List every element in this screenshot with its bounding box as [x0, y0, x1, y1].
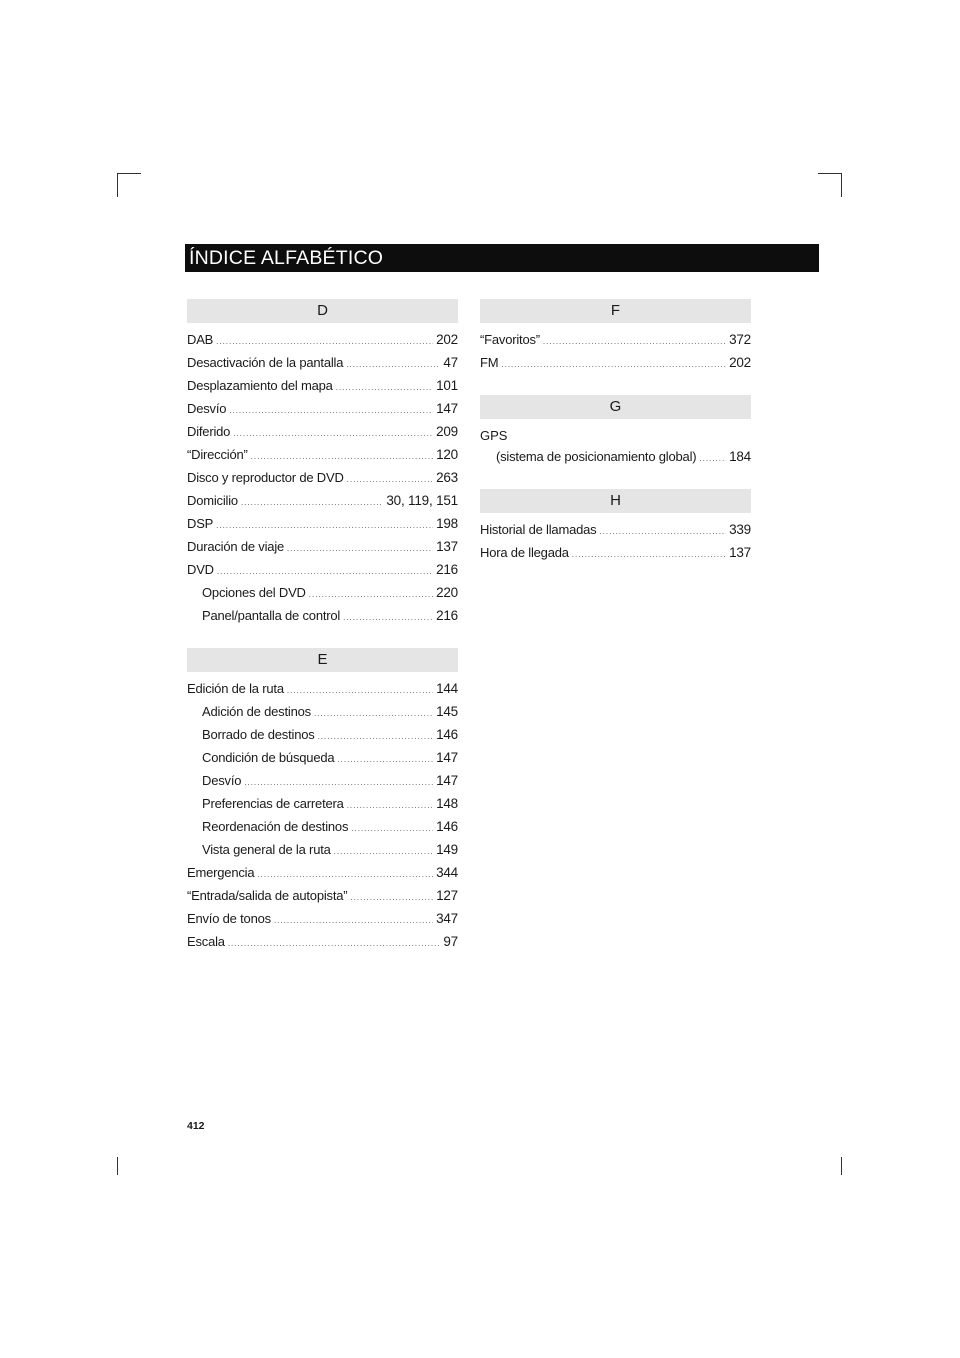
index-entry: [187, 467, 458, 490]
leader-dots: [572, 544, 726, 565]
leader-dots: [251, 446, 433, 467]
index-entry: [187, 329, 458, 352]
entry-term: Desvío: [202, 773, 242, 788]
leader-dots: [309, 584, 433, 605]
entry-term: Borrado de destinos: [202, 727, 315, 742]
entry-page: 147: [436, 773, 458, 788]
entry-term: DSP: [187, 516, 214, 531]
leader-dots: [244, 772, 433, 793]
index-entry: [187, 352, 458, 375]
leader-dots: [336, 377, 433, 398]
entry-term: Vista general de la ruta: [202, 842, 331, 857]
index-entry: [187, 559, 458, 582]
entry-page: 184: [729, 449, 751, 464]
index-subentry: [187, 793, 458, 816]
entry-term: Diferido: [187, 424, 231, 439]
index-subentry: [187, 701, 458, 724]
index-subentry: [187, 582, 458, 605]
index-entry: [187, 490, 458, 513]
entry-page: 101: [436, 378, 458, 393]
index-entry: [480, 329, 751, 352]
entry-page: 137: [729, 545, 751, 560]
entry-term: Escala: [187, 934, 225, 949]
entry-page: 120: [436, 447, 458, 462]
leader-dots: [257, 864, 433, 885]
index-subentry: [187, 605, 458, 628]
entry-page: 127: [436, 888, 458, 903]
entry-page: 47: [443, 355, 458, 370]
index-subentry: [187, 747, 458, 770]
entry-term: “Entrada/salida de autopista”: [187, 888, 348, 903]
leader-dots: [318, 726, 434, 747]
leader-dots: [216, 515, 433, 536]
entry-page: 149: [436, 842, 458, 857]
index-subentry: [187, 839, 458, 862]
index-entry: [187, 931, 458, 954]
index-column-right: [480, 299, 751, 585]
index-entry: [187, 908, 458, 931]
index-entry: [480, 352, 751, 375]
section-letter: F: [480, 299, 751, 323]
leader-dots: [346, 354, 440, 375]
entry-page: 202: [436, 332, 458, 347]
index-entry: [187, 536, 458, 559]
index-entry: [187, 398, 458, 421]
index-entry: [187, 421, 458, 444]
index-section-g: [480, 395, 751, 469]
leader-dots: [337, 749, 433, 770]
leader-dots: [334, 841, 433, 862]
page-title: ÍNDICE ALFABÉTICO: [185, 244, 819, 272]
entry-page: 216: [436, 608, 458, 623]
entry-page: 216: [436, 562, 458, 577]
entry-term: Envío de tonos: [187, 911, 271, 926]
entry-term: Desvío: [187, 401, 227, 416]
crop-mark: [117, 173, 118, 197]
leader-dots: [216, 331, 433, 352]
entry-term: Duración de viaje: [187, 539, 285, 554]
entry-page: 344: [436, 865, 458, 880]
entry-page: 144: [436, 681, 458, 696]
index-entry: [480, 542, 751, 565]
leader-dots: [599, 521, 726, 542]
entry-term: DVD: [187, 562, 214, 577]
entry-page: 339: [729, 522, 751, 537]
entry-page: 147: [436, 401, 458, 416]
leader-dots: [274, 910, 433, 931]
entry-term: FM: [480, 355, 499, 370]
entry-page: 372: [729, 332, 751, 347]
index-column-left: [187, 299, 458, 974]
entry-page: 146: [436, 819, 458, 834]
index-entry: [187, 862, 458, 885]
index-entry: [187, 444, 458, 467]
index-entry: [187, 375, 458, 398]
leader-dots: [228, 933, 441, 954]
leader-dots: [287, 680, 433, 701]
index-subentry: [187, 770, 458, 793]
leader-dots: [229, 400, 433, 421]
entry-page: 347: [436, 911, 458, 926]
entry-term: Disco y reproductor de DVD: [187, 470, 344, 485]
leader-dots: [347, 795, 433, 816]
entry-term: “Dirección”: [187, 447, 248, 462]
entry-term: “Favoritos”: [480, 332, 540, 347]
entry-page: 198: [436, 516, 458, 531]
section-letter: H: [480, 489, 751, 513]
entry-term: Domicilio: [187, 493, 238, 508]
crop-mark: [841, 173, 842, 197]
entry-page: 137: [436, 539, 458, 554]
leader-dots: [347, 469, 433, 490]
leader-dots: [217, 561, 433, 582]
leader-dots: [699, 448, 726, 469]
entry-page: 263: [436, 470, 458, 485]
index-entry: [187, 513, 458, 536]
entry-term: Panel/pantalla de control: [202, 608, 341, 623]
entry-term: Desplazamiento del mapa: [187, 378, 333, 393]
entry-page: 145: [436, 704, 458, 719]
index-section-f: [480, 299, 751, 375]
section-letter: G: [480, 395, 751, 419]
entry-page: 147: [436, 750, 458, 765]
entry-page: 148: [436, 796, 458, 811]
index-section-d: [187, 299, 458, 628]
leader-dots: [343, 607, 433, 628]
section-letter: E: [187, 648, 458, 672]
entry-term: Opciones del DVD: [202, 585, 306, 600]
crop-mark: [818, 173, 842, 174]
leader-dots: [314, 703, 433, 724]
entry-term: Adición de destinos: [202, 704, 311, 719]
index-entry: [480, 446, 751, 469]
leader-dots: [501, 354, 726, 375]
section-letter: D: [187, 299, 458, 323]
entry-term: Preferencias de carretera: [202, 796, 344, 811]
leader-dots: [350, 887, 433, 908]
entry-page: 146: [436, 727, 458, 742]
index-subentry: [187, 724, 458, 747]
entry-term: Emergencia: [187, 865, 255, 880]
entry-term: Hora de llegada: [480, 545, 569, 560]
leader-dots: [233, 423, 433, 444]
entry-term: Edición de la ruta: [187, 681, 284, 696]
index-entry: [480, 519, 751, 542]
index-section-h: [480, 489, 751, 565]
leader-dots: [351, 818, 433, 839]
entry-term: DAB: [187, 332, 214, 347]
entry-page: 209: [436, 424, 458, 439]
entry-term: Desactivación de la pantalla: [187, 355, 344, 370]
leader-dots: [287, 538, 433, 559]
entry-term: Historial de llamadas: [480, 522, 597, 537]
index-entry: [187, 885, 458, 908]
entry-page: 202: [729, 355, 751, 370]
entry-term: GPS: [480, 428, 508, 443]
crop-mark: [841, 1157, 842, 1175]
entry-term: Condición de búsqueda: [202, 750, 335, 765]
leader-dots: [543, 331, 726, 352]
entry-term-continuation: (sistema de posicionamiento global): [496, 449, 697, 464]
crop-mark: [117, 173, 141, 174]
index-entry: [187, 678, 458, 701]
index-section-e: [187, 648, 458, 954]
entry-page: 30, 119, 151: [386, 493, 458, 508]
index-subentry: [187, 816, 458, 839]
entry-page: 97: [443, 934, 458, 949]
leader-dots: [241, 492, 383, 513]
crop-mark: [117, 1157, 118, 1175]
entry-page: 220: [436, 585, 458, 600]
page-number: 412: [187, 1120, 205, 1132]
entry-term: Reordenación de destinos: [202, 819, 349, 834]
